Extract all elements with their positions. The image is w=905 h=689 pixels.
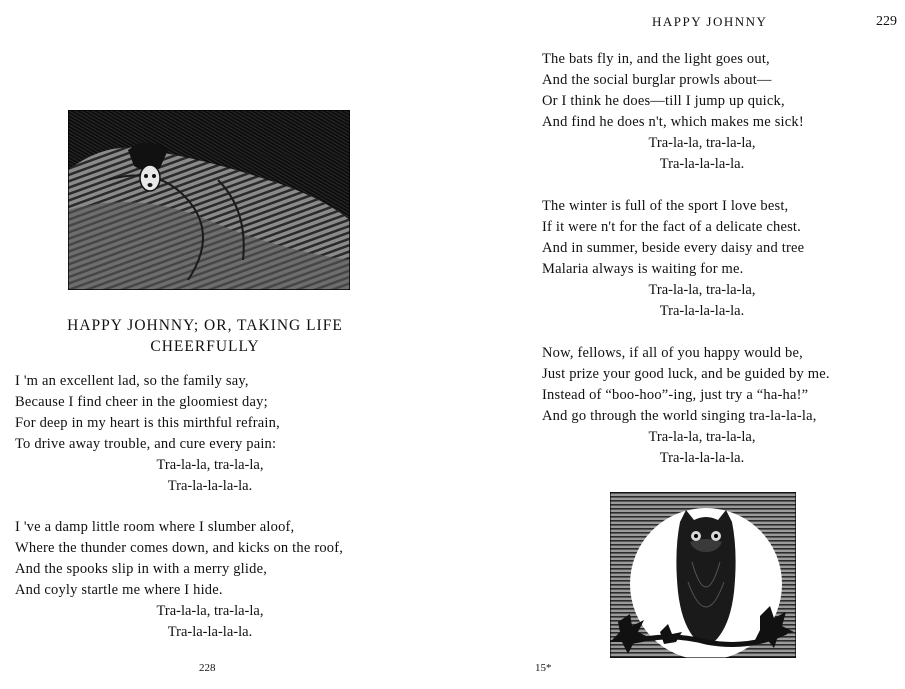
refrain-line: Tra-la-la-la-la. bbox=[659, 156, 745, 172]
refrain-line: Tra-la-la, tra-la-la, bbox=[648, 429, 756, 445]
running-head: HAPPY JOHNNY bbox=[652, 14, 768, 29]
refrain-line: Tra-la-la-la-la. bbox=[167, 624, 253, 640]
signature-mark: 15* bbox=[535, 662, 552, 674]
stanza-5 bbox=[542, 343, 902, 469]
stanza-1 bbox=[15, 371, 410, 497]
stanza-4 bbox=[542, 196, 897, 322]
stanza-line: Malaria always is waiting for me. bbox=[542, 261, 744, 277]
stanza-line: I 'm an excellent lad, so the family say, bbox=[15, 373, 249, 389]
stanza-line: And go through the world singing tra-la-la-la, bbox=[542, 408, 817, 424]
refrain-line: Tra-la-la, tra-la-la, bbox=[156, 603, 264, 619]
refrain-line: Tra-la-la, tra-la-la, bbox=[156, 457, 264, 473]
boy-under-blankets-illustration bbox=[68, 110, 350, 290]
stanza-line: For deep in my heart is this mirthful refrain, bbox=[15, 415, 280, 431]
stanza-line: And the social burglar prowls about— bbox=[542, 72, 772, 88]
stanza-line: The bats fly in, and the light goes out, bbox=[542, 51, 770, 67]
stanza-3 bbox=[542, 49, 892, 175]
page-number: 229 bbox=[876, 14, 897, 29]
left-page bbox=[0, 0, 452, 689]
stanza-2 bbox=[15, 517, 410, 643]
page-number: 228 bbox=[199, 662, 216, 674]
owl-on-branch-illustration bbox=[610, 492, 796, 658]
stanza-line: Now, fellows, if all of you happy would be, bbox=[542, 345, 803, 361]
stanza-line: Or I think he does—till I jump up quick, bbox=[542, 93, 785, 109]
refrain-line: Tra-la-la-la-la. bbox=[167, 478, 253, 494]
stanza-line: Where the thunder comes down, and kicks on the roof, bbox=[15, 540, 344, 556]
refrain-line: Tra-la-la, tra-la-la, bbox=[648, 282, 756, 298]
refrain-line: Tra-la-la-la-la. bbox=[659, 450, 745, 466]
poem-title bbox=[0, 315, 410, 357]
stanza-line: And in summer, beside every daisy and tree bbox=[542, 240, 805, 256]
stanza-line: If it were n't for the fact of a delicate chest. bbox=[542, 219, 801, 235]
stanza-line: To drive away trouble, and cure every pain: bbox=[15, 436, 277, 452]
stanza-line: And coyly startle me where I hide. bbox=[15, 582, 223, 598]
stanza-line: And find he does n't, which makes me sick! bbox=[542, 114, 804, 130]
stanza-line: I 've a damp little room where I slumber aloof, bbox=[15, 519, 295, 535]
stanza-line: And the spooks slip in with a merry glide, bbox=[15, 561, 268, 577]
stanza-line: Just prize your good luck, and be guided by me. bbox=[542, 366, 830, 382]
poem-title-line-2: CHEERFULLY bbox=[150, 338, 260, 355]
poem-title-line-1: HAPPY JOHNNY; OR, TAKING LIFE bbox=[67, 317, 343, 334]
right-page bbox=[452, 0, 905, 689]
stanza-line: Because I find cheer in the gloomiest day; bbox=[15, 394, 268, 410]
refrain-line: Tra-la-la, tra-la-la, bbox=[648, 135, 756, 151]
stanza-line: Instead of “boo-hoo”-ing, just try a “ha-ha!” bbox=[542, 387, 809, 403]
refrain-line: Tra-la-la-la-la. bbox=[659, 303, 745, 319]
stanza-line: The winter is full of the sport I love best, bbox=[542, 198, 789, 214]
